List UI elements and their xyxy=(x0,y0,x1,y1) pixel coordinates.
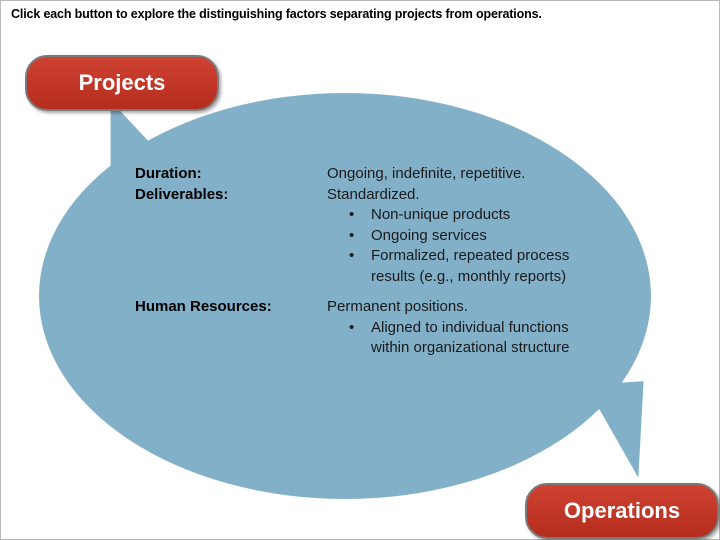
projects-button[interactable]: Projects xyxy=(25,55,219,111)
detail-bullet-list xyxy=(327,318,605,359)
detail-value: Permanent positions. xyxy=(327,298,468,315)
operations-button[interactable]: Operations xyxy=(525,483,719,539)
detail-value-group xyxy=(327,297,605,359)
detail-row-human-resources xyxy=(135,297,605,359)
detail-label: Deliverables: xyxy=(135,185,229,203)
detail-bullet-list xyxy=(327,205,605,287)
detail-label: Duration: xyxy=(135,165,202,182)
list-item: • Aligned to individual functions within organizational structure xyxy=(343,318,605,359)
instruction-text: Click each button to explore the distinguishing factors separating projects from operations. xyxy=(11,7,542,21)
detail-row-duration xyxy=(135,164,605,185)
detail-label: Human Resources: xyxy=(135,298,272,315)
detail-value-group xyxy=(327,185,605,288)
detail-row-deliverables xyxy=(135,185,605,288)
list-item: • Ongoing services xyxy=(343,226,605,247)
list-item: • Formalized, repeated process results (e.g., monthly reports) xyxy=(343,246,605,287)
list-item: • Non-unique products xyxy=(343,205,605,226)
spacer xyxy=(135,287,605,297)
callout-content xyxy=(135,164,605,359)
detail-value: Standardized. xyxy=(327,185,420,203)
detail-value: Ongoing, indefinite, repetitive. xyxy=(327,165,526,182)
